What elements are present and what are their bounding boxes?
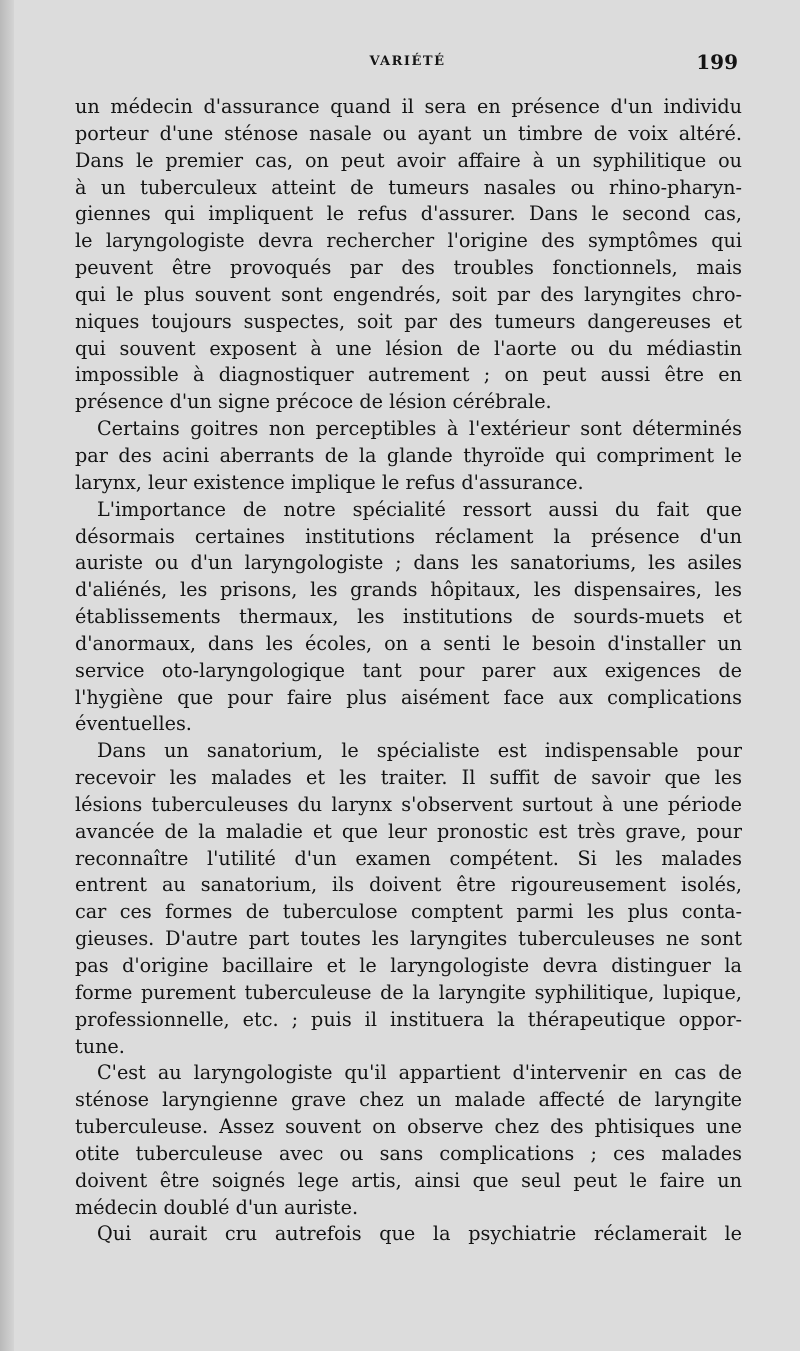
text-line: L'importance de notre spécialité ressort aussi du fait que — [97, 497, 742, 521]
text-line: désormais certaines institutions réclament la présence d'un — [75, 524, 742, 548]
page-number: 199 — [696, 50, 738, 74]
text-line: établissements thermaux, les institutions de sourds-muets et — [75, 605, 742, 629]
text-line: qui le plus souvent sont engendrés, soit par des laryngites chro- — [75, 282, 742, 306]
text-line: professionnelle, etc. ; puis il instituera la thérapeutique oppor- — [75, 1007, 742, 1031]
text-line: sténose laryngienne grave chez un malade affecté de laryngite — [75, 1088, 742, 1112]
text-line: l'hygiène que pour faire plus aisément face aux complications — [75, 685, 742, 709]
text-line: le laryngologiste devra rechercher l'origine des symptômes qui — [75, 229, 742, 253]
page-gutter-shadow — [0, 0, 14, 1351]
text-line: entrent au sanatorium, ils doivent être rigoureusement isolés, — [75, 873, 742, 897]
text-line: service oto-laryngologique tant pour parer aux exigences de — [75, 658, 742, 682]
text-line: d'aliénés, les prisons, les grands hôpitaux, les dispensaires, les — [75, 578, 742, 602]
running-head: VARIÉTÉ — [369, 54, 446, 69]
text-line: Dans le premier cas, on peut avoir affaire à un syphilitique ou — [75, 148, 742, 172]
text-line: Certains goitres non perceptibles à l'extérieur sont déterminés — [97, 417, 742, 441]
text-line: giennes qui impliquent le refus d'assurer. Dans le second cas, — [75, 202, 742, 226]
body-text — [75, 94, 742, 1248]
text-line: C'est au laryngologiste qu'il appartient d'intervenir en cas de — [97, 1061, 742, 1085]
text-line: un médecin d'assurance quand il sera en présence d'un individu — [75, 95, 742, 118]
text-line: peuvent être provoqués par des troubles fonctionnels, mais — [75, 256, 742, 280]
text-line: présence d'un signe précoce de lésion cérébrale. — [75, 390, 552, 414]
text-line: niques toujours suspectes, soit par des tumeurs dangereuses et — [75, 309, 742, 333]
text-line: impossible à diagnostiquer autrement ; on peut aussi être en — [75, 363, 742, 387]
text-line: doivent être soignés lege artis, ainsi que seul peut le faire un — [75, 1168, 742, 1192]
text-line: médecin doublé d'un auriste. — [75, 1195, 359, 1219]
text-line: pas d'origine bacillaire et le laryngologiste devra distinguer la — [75, 954, 742, 977]
text-line: porteur d'une sténose nasale ou ayant un timbre de voix altéré. — [75, 121, 742, 145]
text-line: forme purement tuberculeuse de la laryngite syphilitique, lupique, — [75, 980, 742, 1004]
text-line: gieuses. D'autre part toutes les laryngites tuberculeuses ne sont — [75, 927, 742, 951]
text-line: tuberculeuse. Assez souvent on observe chez des phtisiques une — [75, 1115, 742, 1139]
text-line: reconnaître l'utilité d'un examen compétent. Si les malades — [75, 846, 742, 870]
text-line: auriste ou d'un laryngologiste ; dans les sanatoriums, les asiles — [75, 551, 742, 575]
text-line: qui souvent exposent à une lésion de l'aorte ou du médiastin — [75, 336, 742, 360]
text-line: lésions tuberculeuses du larynx s'observent surtout à une période — [75, 792, 742, 816]
text-line: car ces formes de tuberculose comptent parmi les plus conta- — [75, 900, 742, 924]
text-line: à un tuberculeux atteint de tumeurs nasales ou rhino-pharyn- — [75, 175, 742, 199]
text-line: Qui aurait cru autrefois que la psychiatrie réclamerait le — [97, 1222, 742, 1246]
page-header — [75, 50, 740, 76]
text-line: Dans un sanatorium, le spécialiste est indispensable pour — [97, 739, 742, 763]
text-line: par des acini aberrants de la glande thyroïde qui compriment le — [75, 443, 742, 467]
text-line: avancée de la maladie et que leur pronostic est très grave, pour — [75, 819, 742, 843]
text-line: otite tuberculeuse avec ou sans complications ; ces malades — [75, 1141, 742, 1165]
text-line: tune. — [75, 1034, 125, 1058]
text-line: larynx, leur existence implique le refus d'assurance. — [75, 470, 584, 494]
text-line: recevoir les malades et les traiter. Il suffit de savoir que les — [75, 766, 742, 790]
text-line: éventuelles. — [75, 712, 192, 736]
text-line: d'anormaux, dans les écoles, on a senti le besoin d'installer un — [75, 631, 742, 655]
